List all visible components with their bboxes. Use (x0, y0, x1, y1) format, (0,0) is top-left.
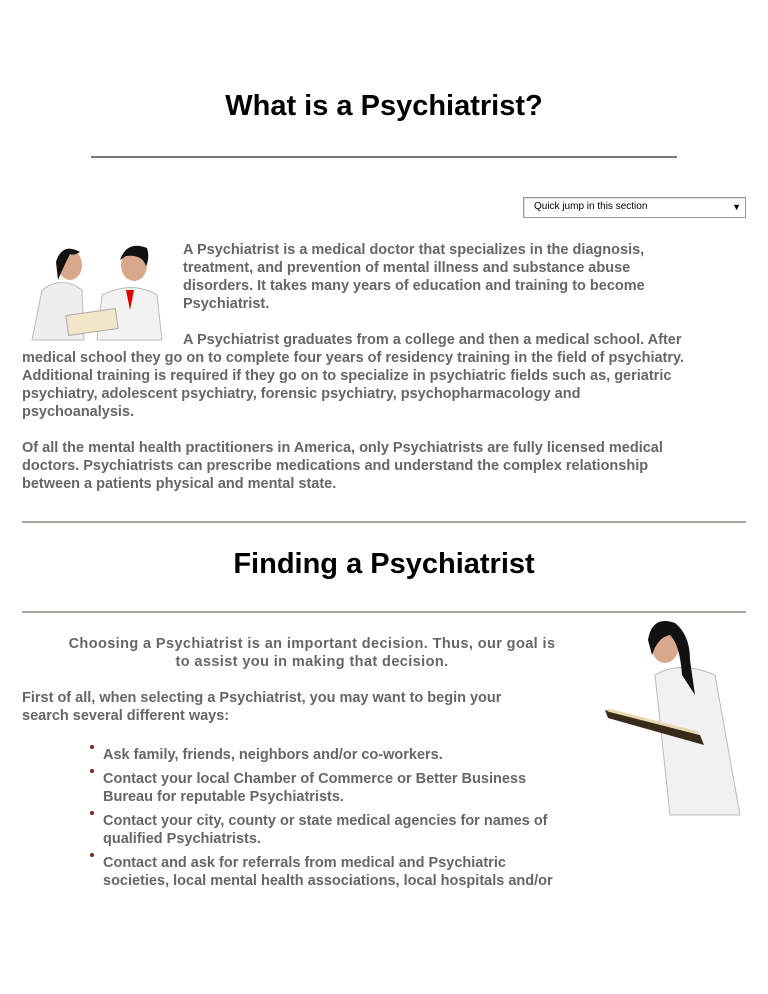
text-line: disorders. It takes many years of education and training to become (183, 278, 645, 294)
page-title: What is a Psychiatrist? (225, 90, 543, 122)
section-title: Finding a Psychiatrist (233, 548, 535, 580)
text-line: First of all, when selecting a Psychiatrist, you may want to begin your (22, 690, 502, 706)
text-line: between a patients physical and mental state. (22, 476, 337, 492)
text-line: Psychiatrist. (183, 296, 270, 312)
divider (22, 611, 746, 613)
text-line: Contact your local Chamber of Commerce or Better Business (103, 771, 527, 787)
bullet-icon (90, 853, 94, 857)
bullet-icon (90, 745, 94, 749)
text-line: Of all the mental health practitioners in America, only Psychiatrists are fully licensed medical (22, 440, 663, 456)
text-line: societies, local mental health associations, local hospitals and/or (103, 873, 553, 889)
quick-jump-select[interactable] (523, 197, 746, 218)
text-line: Contact and ask for referrals from medical and Psychiatric (103, 855, 506, 871)
text-line: A Psychiatrist is a medical doctor that specializes in the diagnosis, (183, 242, 645, 258)
text-line: Bureau for reputable Psychiatrists. (103, 789, 344, 805)
text-line: Choosing a Psychiatrist is an important decision. Thus, our goal is (68, 636, 556, 652)
text-line: Ask family, friends, neighbors and/or co-workers. (103, 747, 443, 763)
text-line: qualified Psychiatrists. (103, 831, 261, 847)
text-line: Contact your city, county or state medical agencies for names of (103, 813, 548, 829)
text-line: medical school they go on to complete four years of residency training in the field of psychiatry. (22, 350, 685, 366)
text-line: psychiatry, adolescent psychiatry, forensic psychiatry, psychopharmacology and (22, 386, 581, 402)
text-line: to assist you in making that decision. (175, 654, 449, 670)
text-line: doctors. Psychiatrists can prescribe medications and understand the complex relationship (22, 458, 649, 474)
divider (22, 521, 746, 523)
chevron-down-icon: ▼ (732, 202, 741, 212)
doctors-illustration (22, 240, 174, 342)
text-line: Additional training is required if they go on to specialize in psychiatric fields such as, geriatric (22, 368, 672, 384)
quick-jump-label: Quick jump in this section (534, 201, 648, 212)
bullet-icon (90, 811, 94, 815)
bullet-icon (90, 769, 94, 773)
nurse-illustration (600, 615, 748, 817)
divider (91, 156, 677, 158)
text-line: treatment, and prevention of mental illness and substance abuse (183, 260, 631, 276)
text-line: search several different ways: (22, 708, 230, 724)
text-line: psychoanalysis. (22, 404, 135, 420)
text-line: A Psychiatrist graduates from a college and then a medical school. After (183, 332, 682, 348)
